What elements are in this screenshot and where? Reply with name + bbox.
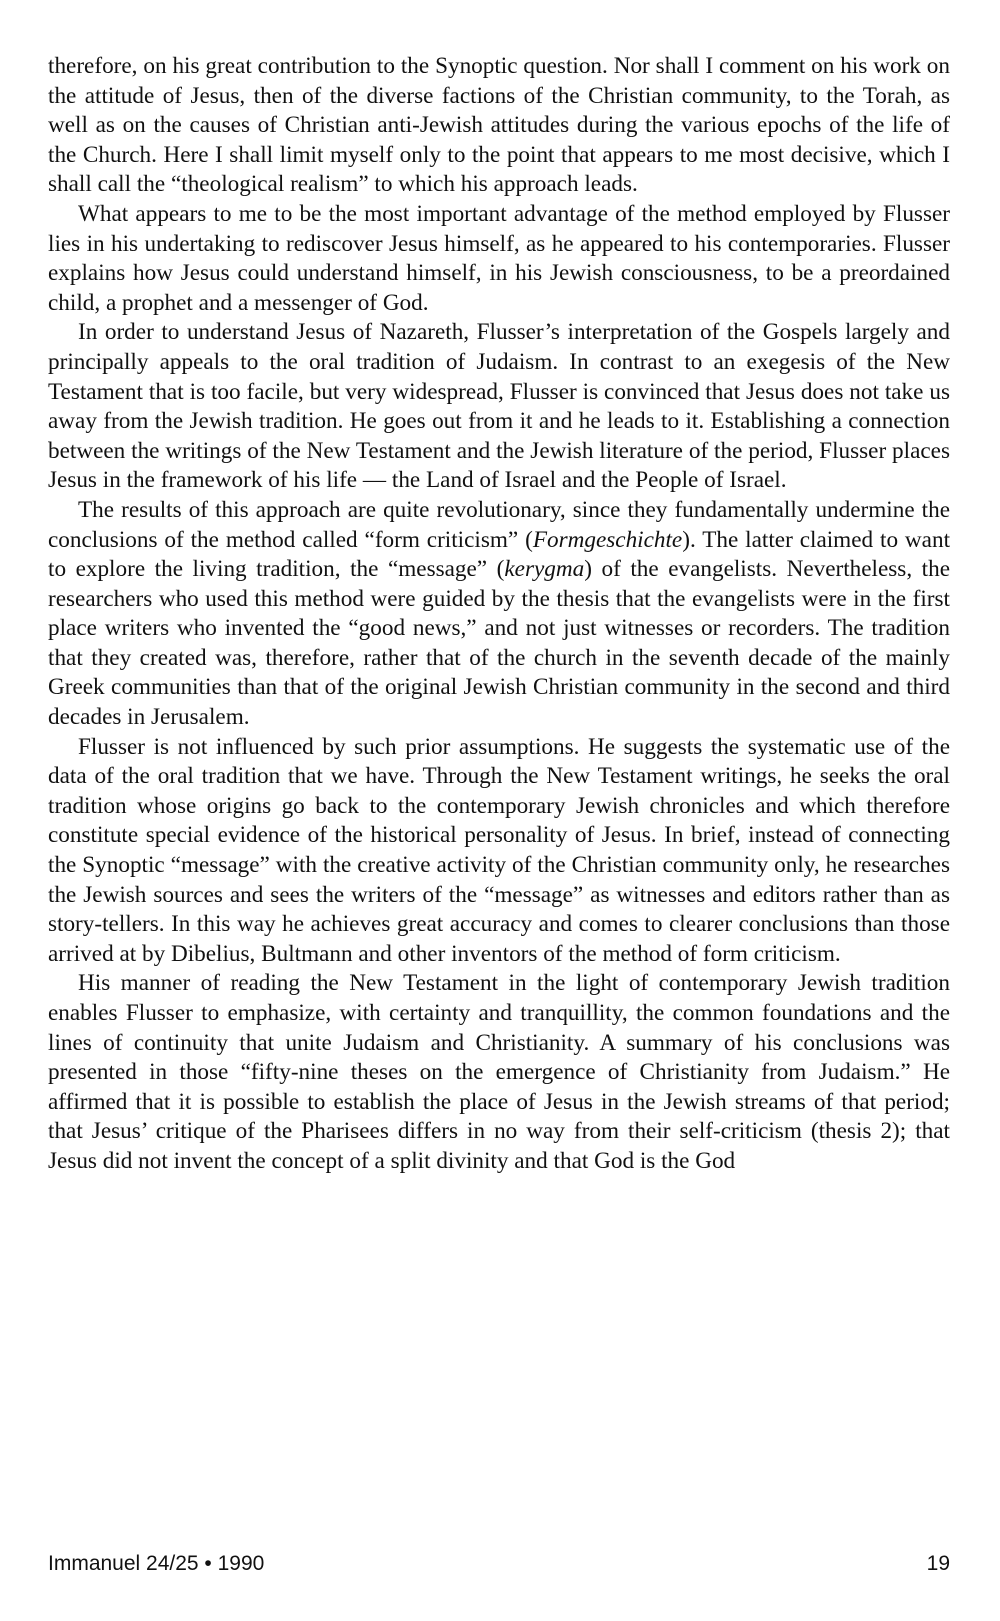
paragraph-3-text: In order to understand Jesus of Nazareth, Flusser’s interpretation of the Gospels largely and principally appeals to the oral tradition of Judaism. In contrast to an exegesis of the New Testament that is too facile, but very widespread, Flusser is convinced that Jesus does not take us away from the Jewish tradition. He goes out from it and he leads to it. Establishing a connection between the writings of the New Testament and the Jewish literature of the period, Flusser places Jesus in the framework of his life — the Land of Israel and the People of Israel. bbox=[48, 319, 950, 494]
paragraph-5-text: Flusser is not influenced by such prior assumptions. He suggests the systematic use of the data of the oral tradition that we have. Through the New Testament writings, he seeks the oral tradition whose origins go back to the contemporary Jewish chronicles and which therefore constitute special evidence of the historical personality of Jesus. In brief, instead of connecting the Synoptic “message” with the creative activity of the Christian community only, he researches the Jewish sources and sees the writers of the “message” as witnesses and editors rather than as story-tellers. In this way he achieves great accuracy and comes to clearer conclusions than those arrived at by Dibelius, Bultmann and other inventors of the method of form criticism. bbox=[48, 733, 950, 967]
paragraph-1 bbox=[48, 52, 950, 200]
paragraph-6 bbox=[48, 969, 950, 1176]
journal-citation: Immanuel 24/25 • 1990 bbox=[48, 1552, 265, 1575]
page-number: 19 bbox=[926, 1552, 950, 1575]
paragraph-4-text-a: The results of this approach are quite revolutionary, since they fundamentally undermine the conclusions of the method called “form criticism” ( bbox=[48, 496, 950, 553]
paragraph-2-text: What appears to me to be the most important advantage of the method employed by Flusser lies in his undertaking to rediscover Jesus himself, as he appeared to his contemporaries. Flusser explains how Jesus could understand himself, in his Jewish consciousness, to be a preordained child, a prophet and a messenger of God. bbox=[48, 200, 950, 316]
paragraph-3 bbox=[48, 318, 950, 496]
page-body bbox=[48, 52, 950, 1177]
kerygma-term: kerygma bbox=[504, 556, 585, 583]
paragraph-2 bbox=[48, 200, 950, 318]
paragraph-4 bbox=[48, 496, 950, 733]
paragraph-4-text-c: ) of the evangelists. Nevertheless, the researchers who used this method were guided by the thesis that the evangelists were in the first place writers who invented the “good news,” and not just witnesses or recorders. The tradition that they created was, therefore, rather that of the church in the seventh decade of the mainly Greek communities than that of the original Jewish Christian community in the second and third decades in Jerusalem. bbox=[48, 556, 950, 731]
paragraph-6-text: His manner of reading the New Testament in the light of contemporary Jewish tradition enables Flusser to emphasize, with certainty and tranquillity, the common foundations and the lines of continuity that unite Judaism and Christianity. A summary of his conclusions was presented in those “fifty-nine theses on the emergence of Christianity from Judaism.” He affirmed that it is possible to establish the place of Jesus in the Jewish streams of that period; that Jesus’ critique of the Pharisees differs in no way from their self-criticism (thesis 2); that Jesus did not invent the concept of a split divinity and that God is the God bbox=[48, 970, 950, 1174]
formgeschichte-term: Formgeschichte bbox=[532, 526, 683, 553]
paragraph-5 bbox=[48, 733, 950, 970]
paragraph-1-text: therefore, on his great contribution to the Synoptic question. Nor shall I comment on his work on the attitude of Jesus, then of the diverse factions of the Christian community, to the Torah, as well as on the causes of Christian anti-Jewish attitudes during the various epochs of the life of the Church. Here I shall limit myself only to the point that appears to me most decisive, which I shall call the “theological realism” to which his approach leads. bbox=[48, 53, 950, 198]
paragraph-4-text-b: ). The latter claimed to want to explore the living tradition, the “message” ( bbox=[48, 526, 951, 583]
page-footer bbox=[48, 1552, 950, 1582]
